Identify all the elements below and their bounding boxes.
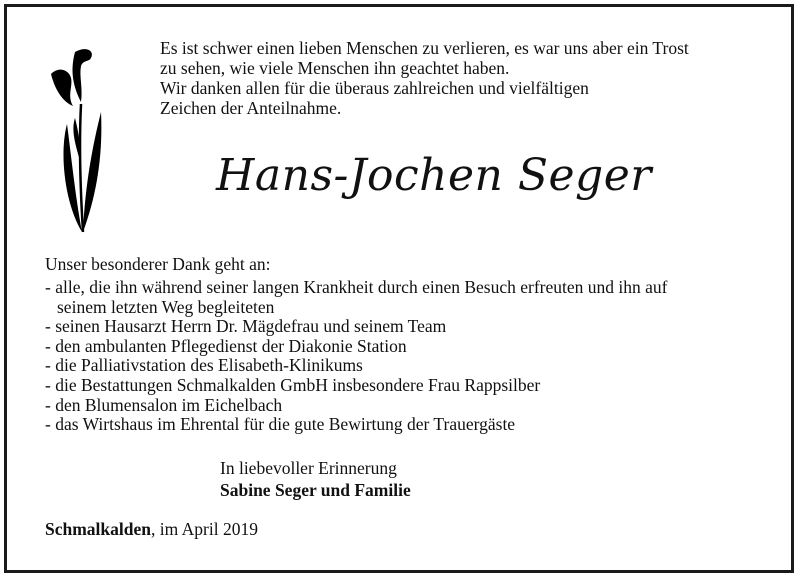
intro-text (160, 38, 760, 118)
intro-line: zu sehen, wie viele Menschen ihn geachtet haben. (160, 58, 510, 78)
thanks-list (45, 278, 765, 435)
closing-line: In liebevoller Erinnerung (220, 458, 397, 478)
closing-block (220, 457, 411, 501)
list-item-text-continued: seinem letzten Weg begleiteten (57, 296, 275, 317)
list-item: - den Blumensalon im Eichelbach (45, 394, 283, 415)
calla-lily-icon (45, 44, 105, 234)
list-item: - seinen Hausarzt Herrn Dr. Mägdefrau und seinem Team (45, 316, 447, 337)
list-item: - die Palliativstation des Elisabeth-Klinikums (45, 355, 363, 376)
list-item: - das Wirtshaus im Ehrental für die gute Bewirtung der Trauergäste (45, 414, 516, 435)
intro-line: Zeichen der Anteilnahme. (160, 98, 342, 118)
list-item (45, 278, 765, 317)
list-item-text: - alle, die ihn während seiner langen Krankheit durch einen Besuch erfreuten und ihn auf (45, 277, 668, 297)
place-name: Schmalkalden (45, 519, 151, 539)
thanks-heading: Unser besonderer Dank geht an: (45, 254, 271, 274)
list-item: - den ambulanten Pflegedienst der Diakonie Station (45, 335, 407, 356)
list-item: - die Bestattungen Schmalkalden GmbH insbesondere Frau Rappsilber (45, 374, 541, 395)
signature: Sabine Seger und Familie (220, 480, 411, 500)
intro-line: Es ist schwer einen lieben Menschen zu verlieren, es war uns aber ein Trost (160, 38, 689, 58)
intro-line: Wir danken allen für die überaus zahlreichen und vielfältigen (160, 78, 589, 98)
deceased-name: Hans-Jochen Seger (216, 150, 652, 201)
place-date (45, 519, 258, 540)
date-text: , im April 2019 (151, 519, 258, 539)
